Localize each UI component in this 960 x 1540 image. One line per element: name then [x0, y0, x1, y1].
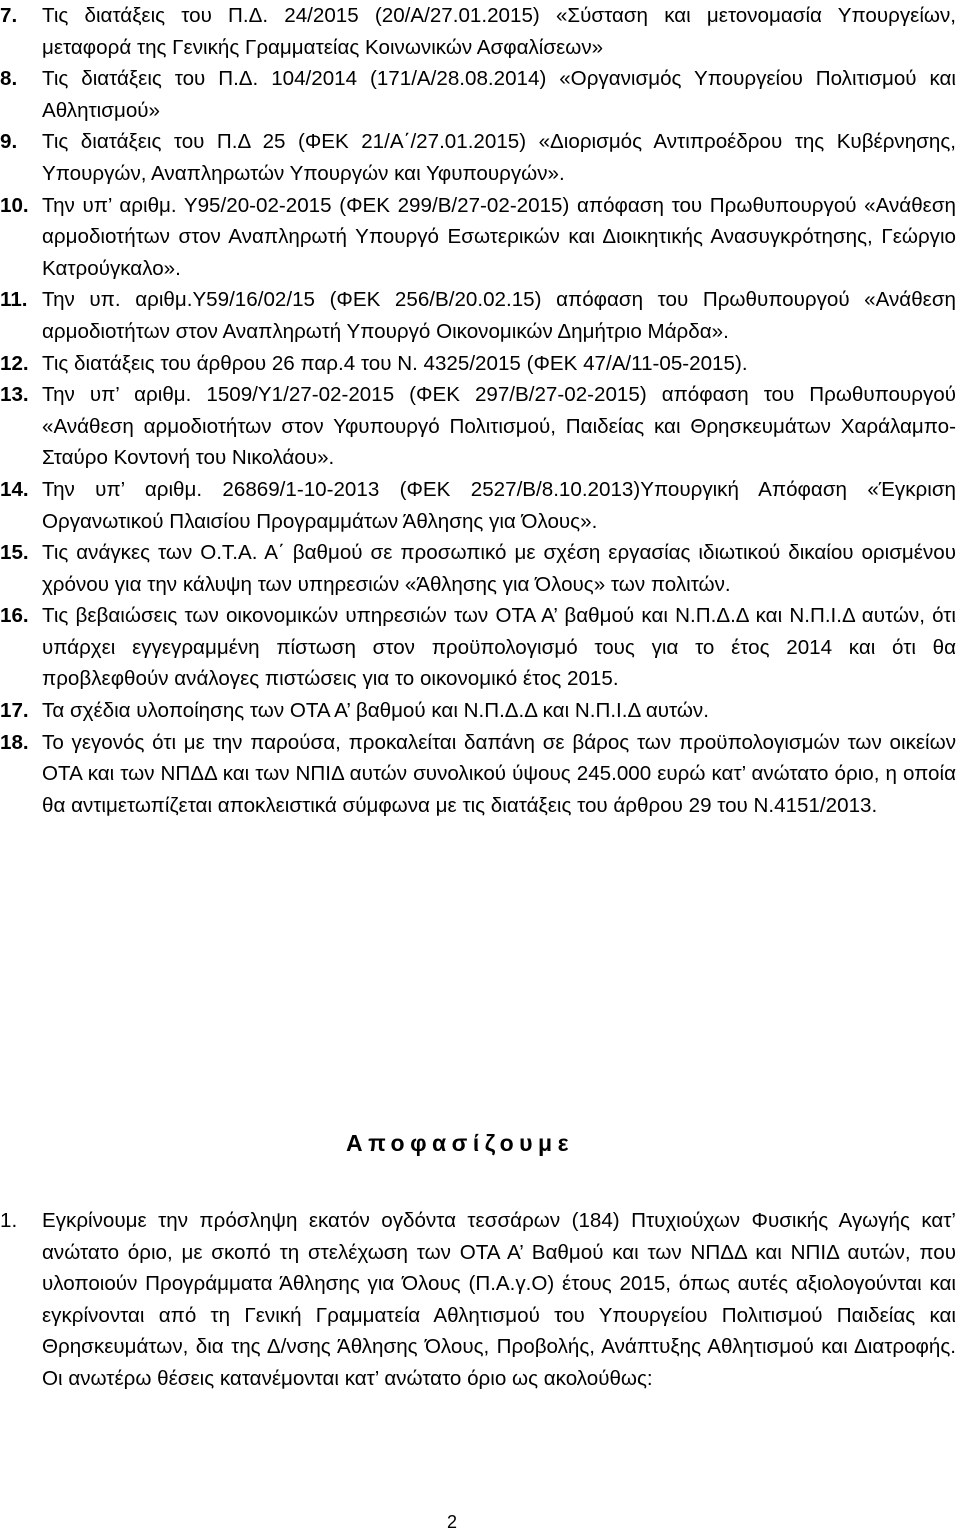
list-item-text: Τις διατάξεις του Π.Δ 25 (ΦΕΚ 21/Α΄/27.01.2015) «Διορισμός Αντιπροέδρου της Κυβέρνησης, Υπουργών, Αναπληρωτών Υπουργών και Υφυπουργών». — [42, 130, 956, 185]
list-item-number: 13. — [0, 383, 29, 407]
list-item — [0, 695, 960, 727]
list-item-number: 11. — [0, 288, 28, 312]
list-item — [0, 0, 960, 63]
list-item — [0, 284, 960, 347]
list-item — [0, 63, 960, 126]
list-item-text: Τις βεβαιώσεις των οικονομικών υπηρεσιών των ΟΤΑ Α’ βαθμού και Ν.Π.Δ.Δ και Ν.Π.Ι.Δ αυτών, ότι υπάρχει εγγεγραμμένη πίστωση στον προϋπολογισμό τους για το έτος 2014 και ότι θα προβλεφθούν ανάλογες πιστώσεις για το οικονομικό έτος 2015. — [42, 604, 956, 691]
list-item-number: 10. — [0, 193, 29, 217]
list-item-text: Τις ανάγκες των Ο.Τ.Α. Α΄ βαθμού σε προσωπικό με σχέση εργασίας ιδιωτικού δικαίου ορισμένου χρόνου για την κάλυψη των υπηρεσιών «Άθλησης για Όλους» των πολιτών. — [42, 541, 956, 596]
page-number: 2 — [447, 1512, 458, 1532]
list-item — [0, 537, 960, 600]
list-item — [0, 348, 960, 380]
list-item-text: Τα σχέδια υλοποίησης των ΟΤΑ Α’ βαθμού και Ν.Π.Δ.Δ και Ν.Π.Ι.Δ αυτών. — [42, 699, 709, 723]
list-item-number: 8. — [0, 67, 18, 91]
list-item — [0, 600, 960, 695]
list-item-number: 16. — [0, 604, 29, 628]
list-item-number: 7. — [0, 4, 18, 27]
list-item — [0, 190, 960, 285]
list-item — [0, 727, 960, 822]
list-item-number: 17. — [0, 699, 29, 723]
decision-heading: Αποφασίζουμε — [345, 1130, 575, 1156]
list-item-text: Την υπ’ αριθμ. 1509/Υ1/27-02-2015 (ΦΕΚ 297/Β/27-02-2015) απόφαση του Πρωθυπουργού «Ανάθεση αρμοδιοτήτων στον Υφυπουργό Πολιτισμού, Παιδείας και Θρησκευμάτων Χαράλαμπο-Σταύρο Κοντονή του Νικολάου». — [42, 383, 956, 470]
list-item — [0, 126, 960, 189]
list-item — [0, 379, 960, 474]
list-item — [0, 1205, 960, 1395]
list-item-text: Τις διατάξεις του άρθρου 26 παρ.4 του Ν. 4325/2015 (ΦΕΚ 47/Α/11-05-2015). — [42, 351, 748, 375]
list-item-text: Εγκρίνουμε την πρόσληψη εκατόν ογδόντα τεσσάρων (184) Πτυχιούχων Φυσικής Αγωγής κατ’ ανώτατο όριο, με σκοπό τη στελέχωση των ΟΤΑ Α’ Βαθμού και των ΝΠΔΔ και ΝΠΙΔ αυτών, που υλοποιούν Προγράμματα Άθλησης για Όλους (Π.Α.γ.Ο) έτους 2015, όπως αυτές αξιολογούνται και εγκρίνονται από τη Γενική Γραμματεία Αθλητισμού του Υπουργείου Πολιτισμού Παιδείας και Θρησκευμάτων, δια της Δ/νσης Άθλησης Όλους, Προβολής, Ανάπτυξης Αθλητισμού και Διατροφής. Οι ανωτέρω θέσεις κατανέμονται κατ’ ανώτατο όριο ως ακολούθως: — [42, 1209, 956, 1390]
list-item-text: Τις διατάξεις του Π.Δ. 104/2014 (171/Α/28.08.2014) «Οργανισμός Υπουργείου Πολιτισμού και Αθλητισμού» — [42, 67, 956, 122]
list-item-number: 14. — [0, 477, 29, 501]
decision-list — [0, 1205, 960, 1395]
list-item-number: 12. — [0, 351, 29, 375]
list-item-text: Την υπ’ αριθμ. Υ95/20-02-2015 (ΦΕΚ 299/Β/27-02-2015) απόφαση του Πρωθυπουργού «Ανάθεση αρμοδιοτήτων στον Αναπληρωτή Υπουργό Εσωτερικών και Διοικητικής Ανασυγκρότησης, Γεώργιο Κατρούγκαλο». — [42, 193, 956, 280]
list-item-text: Την υπ. αριθμ.Υ59/16/02/15 (ΦΕΚ 256/Β/20.02.15) απόφαση του Πρωθυπουργού «Ανάθεση αρμοδιοτήτων στον Αναπληρωτή Υπουργό Οικονομικών Δημήτριο Μάρδα». — [42, 288, 956, 343]
list-item-number: 9. — [0, 130, 18, 154]
list-item-number: 1. — [0, 1209, 18, 1232]
list-item — [0, 474, 960, 537]
list-item-number: 18. — [0, 730, 29, 754]
list-item-text: Το γεγονός ότι με την παρούσα, προκαλείται δαπάνη σε βάρος των προϋπολογισμών των οικείων ΟΤΑ και των ΝΠΔΔ και των ΝΠΙΔ αυτών συνολικού ύψους 245.000 ευρώ κατ’ ανώτατο όριο, η οποία θα αντιμετωπίζεται αποκλειστικά σύμφωνα με τις διατάξεις του άρθρου 29 του Ν.4151/2013. — [42, 730, 956, 817]
list-item-number: 15. — [0, 541, 29, 565]
list-item-text: Τις διατάξεις του Π.Δ. 24/2015 (20/Α/27.01.2015) «Σύσταση και μετονομασία Υπουργείων, μεταφορά της Γενικής Γραμματείας Κοινωνικών Ασφαλίσεων» — [42, 4, 956, 59]
list-item-text: Την υπ’ αριθμ. 26869/1-10-2013 (ΦΕΚ 2527/Β/8.10.2013)Υπουργική Απόφαση «Έγκριση Οργανωτικού Πλαισίου Προγραμμάτων Άθλησης για Όλους». — [42, 477, 956, 533]
